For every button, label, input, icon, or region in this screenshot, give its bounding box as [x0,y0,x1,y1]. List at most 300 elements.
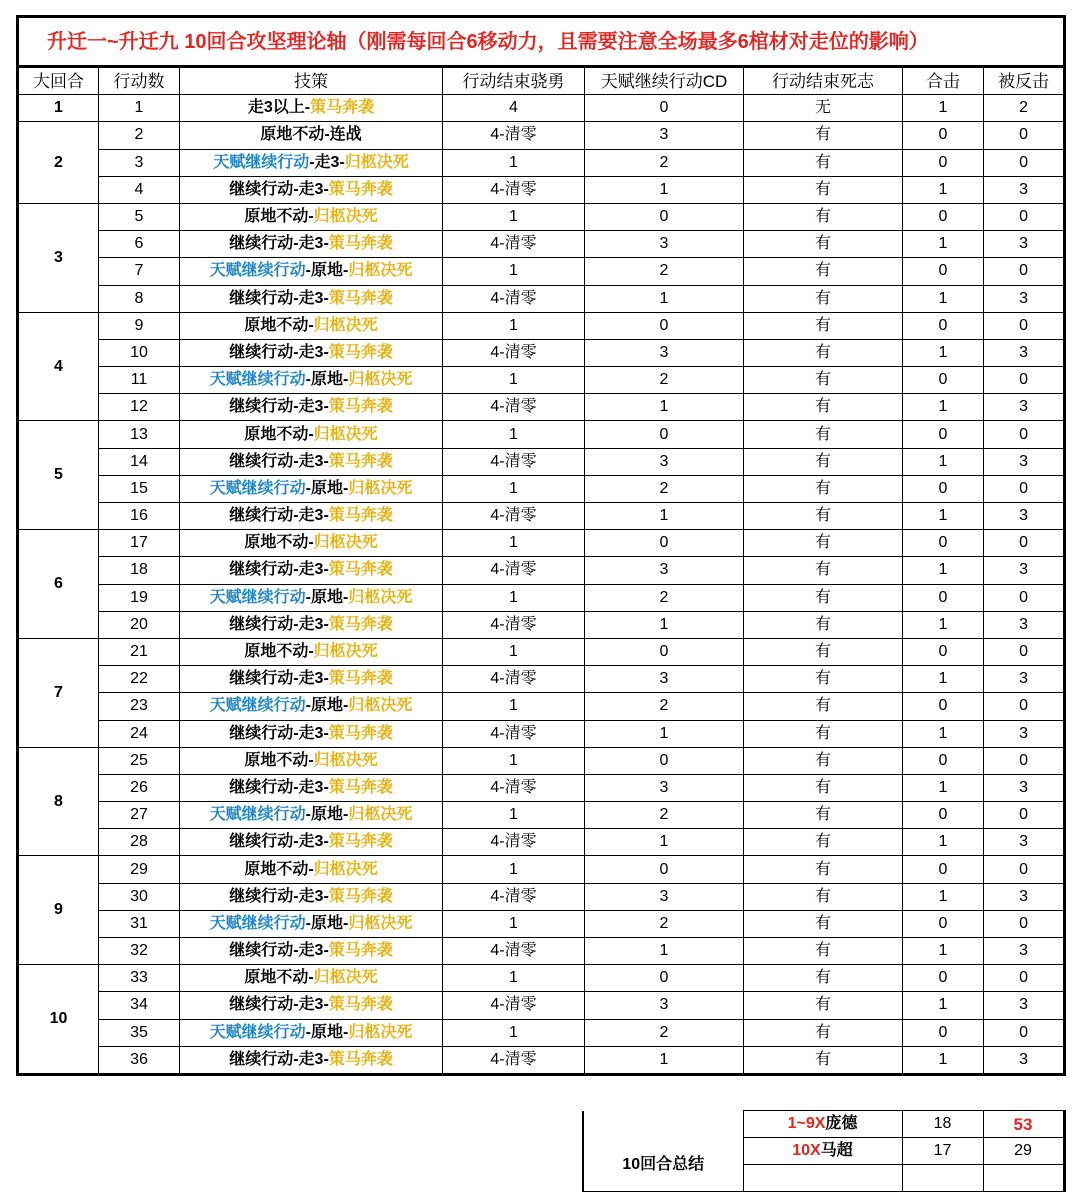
strategy-segment: - [308,860,314,878]
strategy-cell [180,176,443,203]
talent-cd-cell: 3 [585,448,744,475]
action-number-cell: 19 [99,584,180,611]
strategy-segment: 走3 [298,561,324,579]
sizhi-cell: 有 [744,856,903,883]
sizhi-cell: 有 [744,448,903,475]
strategy-cell [180,530,443,557]
strategy-segment: - [293,235,299,253]
heji-cell: 1 [903,176,984,203]
sizhi-cell: 有 [744,883,903,910]
xiaoyong-cell: 4-清零 [443,611,585,638]
strategy-segment: 走3 [314,153,340,171]
sizhi-cell: 有 [744,122,903,149]
header-cell-round: 大回合 [18,67,99,95]
summary-label: 10回合总结 [583,1111,743,1192]
action-number-cell: 15 [99,475,180,502]
table-row [18,312,1065,339]
summary-table [582,1110,1066,1192]
strategy-cell [180,448,443,475]
strategy-segment: - [293,670,299,688]
table-row [18,448,1065,475]
strategy-cell [180,285,443,312]
sizhi-cell: 有 [744,774,903,801]
sizhi-cell: 有 [744,611,903,638]
strategy-segment: 策马奔袭 [328,1050,393,1068]
strategy-segment: - [293,343,299,361]
summary-unit-prefix: 10X [792,1142,821,1159]
fanji-cell: 3 [984,992,1065,1019]
strategy-segment: 继续行动 [229,778,294,796]
fanji-cell: 0 [984,367,1065,394]
talent-cd-cell: 3 [585,231,744,258]
strategy-segment: 归柩决死 [313,643,378,661]
heji-cell: 1 [903,1046,984,1074]
sizhi-cell: 有 [744,421,903,448]
strategy-segment: 归柩决死 [313,208,378,226]
strategy-segment: 归柩决死 [313,969,378,987]
sizhi-cell: 有 [744,965,903,992]
sizhi-cell: 有 [744,910,903,937]
strategy-segment: 天赋继续行动 [209,371,306,389]
heji-cell: 1 [903,503,984,530]
fanji-cell: 3 [984,1046,1065,1074]
strategy-segment: 原地不动-连战 [260,126,362,144]
strategy-segment: 策马奔袭 [328,398,393,416]
heji-cell: 0 [903,258,984,285]
strategy-segment: - [343,262,349,280]
talent-cd-cell: 3 [585,992,744,1019]
strategy-segment: - [323,507,329,525]
strategy-segment: 策马奔袭 [328,887,393,905]
heji-cell: 0 [903,367,984,394]
fanji-cell: 0 [984,747,1065,774]
xiaoyong-cell: 1 [443,638,585,665]
strategy-segment: 继续行动 [229,615,294,633]
table-row [18,530,1065,557]
fanji-cell: 3 [984,557,1065,584]
strategy-segment: 天赋继续行动 [209,479,306,497]
strategy-segment: - [323,670,329,688]
header-cell-action-count: 行动数 [99,67,180,95]
xiaoyong-cell: 1 [443,421,585,448]
strategy-segment: 策马奔袭 [328,289,393,307]
strategy-segment: 继续行动 [229,887,294,905]
talent-cd-cell: 3 [585,774,744,801]
strategy-table [16,15,1066,1076]
sizhi-cell: 有 [744,231,903,258]
strategy-segment: - [343,371,349,389]
xiaoyong-cell: 1 [443,149,585,176]
action-number-cell: 32 [99,938,180,965]
strategy-segment: 走3 [298,778,324,796]
strategy-segment: - [323,561,329,579]
summary-fanji: 29 [983,1138,1064,1165]
table-row [18,802,1065,829]
strategy-segment: 归柩决死 [313,860,378,878]
xiaoyong-cell: 1 [443,475,585,502]
strategy-segment: - [293,561,299,579]
strategy-cell [180,367,443,394]
fanji-cell: 3 [984,503,1065,530]
table-row [18,829,1065,856]
heji-cell: 1 [903,883,984,910]
talent-cd-cell: 0 [585,856,744,883]
strategy-segment: 继续行动 [229,996,294,1014]
talent-cd-cell: 1 [585,611,744,638]
summary-spacer-cell [983,1165,1064,1192]
strategy-cell [180,231,443,258]
table-row [18,176,1065,203]
xiaoyong-cell: 4 [443,95,585,122]
heji-cell: 1 [903,231,984,258]
talent-cd-cell: 1 [585,829,744,856]
summary-unit-name: 马超 [820,1142,853,1159]
strategy-segment: - [323,778,329,796]
table-row [18,747,1065,774]
talent-cd-cell: 0 [585,747,744,774]
fanji-cell: 3 [984,285,1065,312]
heji-cell: 0 [903,421,984,448]
strategy-cell [180,584,443,611]
strategy-cell [180,557,443,584]
strategy-segment: 走3 [298,180,324,198]
strategy-segment: - [305,806,311,824]
header-cell-talent-cd: 天赋继续行动CD [585,67,744,95]
action-number-cell: 22 [99,666,180,693]
fanji-cell: 0 [984,475,1065,502]
strategy-cell [180,339,443,366]
table-row [18,1019,1065,1046]
sizhi-cell: 有 [744,475,903,502]
strategy-segment: 归柩决死 [348,262,413,280]
strategy-segment: - [305,914,311,932]
strategy-segment: - [343,1023,349,1041]
summary-unit-cell [743,1111,902,1138]
xiaoyong-cell: 4-清零 [443,503,585,530]
heji-cell: 1 [903,992,984,1019]
heji-cell: 0 [903,802,984,829]
sizhi-cell: 无 [744,95,903,122]
action-number-cell: 12 [99,394,180,421]
strategy-cell [180,992,443,1019]
xiaoyong-cell: 1 [443,530,585,557]
strategy-segment: 天赋继续行动 [209,1023,306,1041]
action-number-cell: 26 [99,774,180,801]
strategy-segment: - [293,452,299,470]
strategy-segment: - [323,724,329,742]
talent-cd-cell: 0 [585,638,744,665]
strategy-segment: - [308,208,314,226]
talent-cd-cell: 0 [585,95,744,122]
action-number-cell: 8 [99,285,180,312]
sizhi-cell: 有 [744,829,903,856]
strategy-segment: - [323,235,329,253]
heji-cell: 0 [903,584,984,611]
heji-cell: 0 [903,530,984,557]
heji-cell: 0 [903,965,984,992]
action-number-cell: 30 [99,883,180,910]
table-row [18,122,1065,149]
heji-cell: 0 [903,856,984,883]
strategy-segment: 归柩决死 [348,914,413,932]
sizhi-cell: 有 [744,149,903,176]
fanji-cell: 0 [984,312,1065,339]
sizhi-cell: 有 [744,992,903,1019]
strategy-segment: - [293,778,299,796]
strategy-segment: - [308,534,314,552]
strategy-segment: - [293,887,299,905]
strategy-segment: 归柩决死 [344,153,409,171]
strategy-segment: - [323,942,329,960]
action-number-cell: 2 [99,122,180,149]
table-row [18,584,1065,611]
fanji-cell: 0 [984,530,1065,557]
strategy-cell [180,203,443,230]
table-row [18,611,1065,638]
talent-cd-cell: 0 [585,421,744,448]
xiaoyong-cell: 1 [443,1019,585,1046]
strategy-segment: - [293,996,299,1014]
summary-unit-name: 庞德 [825,1115,858,1132]
action-number-cell: 36 [99,1046,180,1074]
sizhi-cell: 有 [744,1019,903,1046]
strategy-segment: - [305,588,311,606]
heji-cell: 0 [903,910,984,937]
strategy-cell [180,421,443,448]
strategy-cell [180,720,443,747]
table-row [18,965,1065,992]
header-cell-heji: 合击 [903,67,984,95]
strategy-segment: 归柩决死 [348,697,413,715]
strategy-segment: 策马奔袭 [328,615,393,633]
talent-cd-cell: 3 [585,666,744,693]
round-cell: 10 [18,965,99,1075]
sizhi-cell: 有 [744,747,903,774]
strategy-segment: 走3 [298,398,324,416]
talent-cd-cell: 2 [585,475,744,502]
xiaoyong-cell: 1 [443,693,585,720]
sizhi-cell: 有 [744,1046,903,1074]
sizhi-cell: 有 [744,339,903,366]
strategy-segment: 继续行动 [229,833,294,851]
strategy-segment: 原地不动 [244,208,309,226]
fanji-cell: 3 [984,774,1065,801]
talent-cd-cell: 2 [585,149,744,176]
xiaoyong-cell: 1 [443,584,585,611]
strategy-segment: 原地 [310,262,343,280]
strategy-segment: 归柩决死 [348,479,413,497]
table-row [18,638,1065,665]
sizhi-cell: 有 [744,557,903,584]
xiaoyong-cell: 4-清零 [443,938,585,965]
strategy-segment: - [308,316,314,334]
strategy-cell [180,747,443,774]
heji-cell: 1 [903,394,984,421]
action-number-cell: 16 [99,503,180,530]
xiaoyong-cell: 1 [443,312,585,339]
strategy-cell [180,802,443,829]
table-row [18,774,1065,801]
action-number-cell: 27 [99,802,180,829]
strategy-segment: - [323,1050,329,1068]
strategy-segment: - [305,371,311,389]
talent-cd-cell: 1 [585,503,744,530]
fanji-cell: 3 [984,339,1065,366]
table-row [18,339,1065,366]
table-row [18,503,1065,530]
action-number-cell: 14 [99,448,180,475]
strategy-segment: 原地不动 [244,969,309,987]
strategy-segment: 原地 [310,588,343,606]
summary-row [583,1111,1064,1138]
action-number-cell: 33 [99,965,180,992]
xiaoyong-cell: 4-清零 [443,231,585,258]
strategy-cell [180,95,443,122]
round-cell: 2 [18,122,99,204]
strategy-segment: 原地不动 [244,860,309,878]
fanji-cell: 0 [984,149,1065,176]
strategy-segment: 走3 [298,289,324,307]
strategy-segment: - [308,969,314,987]
strategy-cell [180,122,443,149]
strategy-cell [180,312,443,339]
xiaoyong-cell: 1 [443,802,585,829]
xiaoyong-cell: 1 [443,856,585,883]
strategy-cell [180,503,443,530]
strategy-cell [180,938,443,965]
strategy-segment: - [293,1050,299,1068]
xiaoyong-cell: 4-清零 [443,829,585,856]
page-title: 升迁一~升迁九 10回合攻坚理论轴（刚需每回合6移动力，且需要注意全场最多6棺材对走位的影响） [18,17,1065,67]
action-number-cell: 18 [99,557,180,584]
xiaoyong-cell: 4-清零 [443,122,585,149]
strategy-segment: - [309,153,315,171]
strategy-segment: 天赋继续行动 [209,697,306,715]
strategy-segment: 天赋继续行动 [209,262,306,280]
summary-spacer-cell [743,1165,902,1192]
table-row [18,910,1065,937]
strategy-segment: 原地 [310,697,343,715]
strategy-cell [180,475,443,502]
summary-unit-prefix: 1~9X [787,1115,826,1132]
strategy-segment: 走3 [298,343,324,361]
fanji-cell: 0 [984,421,1065,448]
action-number-cell: 24 [99,720,180,747]
strategy-segment: - [308,751,314,769]
sizhi-cell: 有 [744,584,903,611]
xiaoyong-cell: 1 [443,910,585,937]
heji-cell: 0 [903,475,984,502]
strategy-segment: 策马奔袭 [328,235,393,253]
strategy-segment: 策马奔袭 [328,670,393,688]
sizhi-cell: 有 [744,203,903,230]
summary-unit-cell [743,1138,902,1165]
strategy-segment: 走3 [298,670,324,688]
strategy-segment: 策马奔袭 [328,833,393,851]
fanji-cell: 0 [984,584,1065,611]
talent-cd-cell: 2 [585,802,744,829]
heji-cell: 1 [903,448,984,475]
xiaoyong-cell: 4-清零 [443,176,585,203]
strategy-segment: - [339,153,345,171]
action-number-cell: 4 [99,176,180,203]
sizhi-cell: 有 [744,666,903,693]
talent-cd-cell: 2 [585,693,744,720]
strategy-segment: 走3 [298,452,324,470]
fanji-cell: 0 [984,1019,1065,1046]
round-cell: 5 [18,421,99,530]
fanji-cell: 0 [984,693,1065,720]
strategy-segment: - [305,1023,311,1041]
strategy-segment: 继续行动 [229,942,294,960]
strategy-cell [180,774,443,801]
round-cell: 4 [18,312,99,421]
table-row [18,367,1065,394]
strategy-segment: - [323,343,329,361]
table-row [18,231,1065,258]
strategy-segment: - [293,724,299,742]
strategy-cell [180,965,443,992]
talent-cd-cell: 0 [585,965,744,992]
strategy-segment: - [323,887,329,905]
sizhi-cell: 有 [744,394,903,421]
strategy-segment: 走3以上 [247,99,305,117]
strategy-segment: 原地 [310,806,343,824]
table-row [18,394,1065,421]
strategy-cell [180,1046,443,1074]
strategy-segment: 策马奔袭 [328,561,393,579]
strategy-segment: 继续行动 [229,507,294,525]
strategy-segment: - [293,833,299,851]
table-row [18,856,1065,883]
strategy-segment: - [305,479,311,497]
strategy-cell [180,829,443,856]
strategy-segment: 归柩决死 [313,534,378,552]
heji-cell: 1 [903,666,984,693]
xiaoyong-cell: 1 [443,203,585,230]
talent-cd-cell: 1 [585,938,744,965]
action-number-cell: 11 [99,367,180,394]
action-number-cell: 13 [99,421,180,448]
action-number-cell: 3 [99,149,180,176]
strategy-segment: - [323,398,329,416]
table-row [18,203,1065,230]
table-row [18,421,1065,448]
table-row [18,285,1065,312]
fanji-cell: 3 [984,611,1065,638]
xiaoyong-cell: 4-清零 [443,666,585,693]
strategy-segment: - [304,99,311,117]
fanji-cell: 3 [984,938,1065,965]
action-number-cell: 29 [99,856,180,883]
action-number-cell: 7 [99,258,180,285]
strategy-segment: 策马奔袭 [328,724,393,742]
strategy-segment: 继续行动 [229,289,294,307]
table-row [18,95,1065,122]
heji-cell: 0 [903,203,984,230]
strategy-segment: 走3 [298,887,324,905]
talent-cd-cell: 3 [585,122,744,149]
strategy-segment: 策马奔袭 [328,507,393,525]
sizhi-cell: 有 [744,720,903,747]
summary-spacer-cell [902,1165,983,1192]
strategy-segment: 继续行动 [229,398,294,416]
fanji-cell: 0 [984,856,1065,883]
strategy-segment: 原地不动 [244,643,309,661]
sizhi-cell: 有 [744,938,903,965]
fanji-cell: 3 [984,231,1065,258]
strategy-segment: 策马奔袭 [328,180,393,198]
